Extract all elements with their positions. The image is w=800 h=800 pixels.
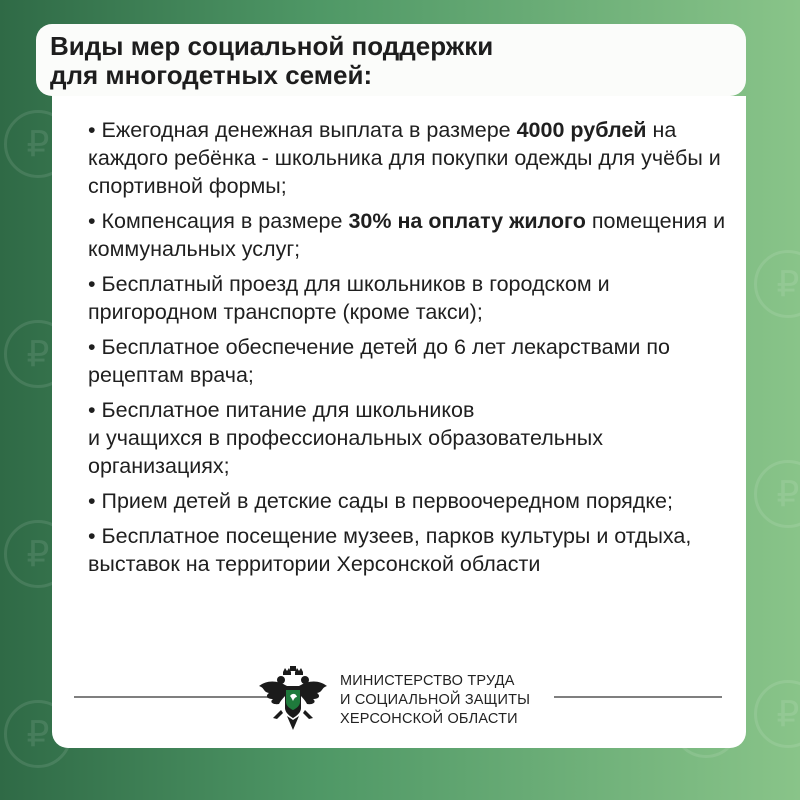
ruble-coin-icon: ₽ — [754, 250, 800, 318]
item-text: • Бесплатное обеспечение детей до 6 лет лекарствами по рецептам врача; — [88, 335, 670, 387]
highlight-text: 30% на оплату жилого — [348, 209, 586, 233]
page-title: Виды мер социальной поддержки для многодетных семей: — [50, 31, 494, 90]
item-text: • Компенсация в размере — [88, 209, 349, 233]
item-text: • Бесплатное питание для школьников и учащихся в профессиональных образовательных организациях; — [88, 398, 604, 478]
ministry-name: МИНИСТЕРСТВО ТРУДА И СОЦИАЛЬНОЙ ЗАЩИТЫ ХЕРСОНСКОЙ ОБЛАСТИ — [340, 673, 531, 727]
support-measure-item — [88, 116, 738, 200]
support-measure-item — [88, 487, 738, 515]
ruble-coin-icon: ₽ — [4, 110, 72, 178]
double-headed-eagle-emblem-icon — [257, 666, 329, 734]
item-text: • Бесплатный проезд для школьников в городском и пригородном транспорте (кроме такси); — [88, 272, 610, 324]
footer-divider-left — [74, 696, 274, 698]
support-measure-item — [88, 396, 738, 480]
item-text: • Прием детей в детские сады в первоочередном порядке; — [88, 489, 673, 513]
title-bar — [36, 24, 746, 96]
item-text: на каждого ребёнка - школьника для покупки одежды для учёбы и спортивной формы; — [88, 118, 721, 198]
ruble-coin-icon: ₽ — [4, 700, 72, 768]
highlight-text: 4000 рублей — [516, 118, 647, 142]
ruble-coin-icon: ₽ — [754, 460, 800, 528]
content-card — [52, 96, 746, 748]
item-text: • Бесплатное посещение музеев, парков культуры и отдыха, выставок на территории Херсонской области — [88, 524, 692, 576]
footer — [52, 666, 746, 736]
item-text: • Ежегодная денежная выплата в размере — [88, 118, 517, 142]
item-text: помещения и коммунальных услуг; — [88, 209, 726, 261]
ruble-coin-icon: ₽ — [754, 680, 800, 748]
support-measure-item — [88, 207, 738, 263]
support-measure-item — [88, 522, 738, 578]
support-measure-item — [88, 333, 738, 389]
support-measures-list — [88, 116, 738, 585]
ruble-coin-icon: ₽ — [4, 320, 72, 388]
ruble-coin-icon: ₽ — [4, 520, 72, 588]
footer-divider-right — [554, 696, 722, 698]
support-measure-item — [88, 270, 738, 326]
